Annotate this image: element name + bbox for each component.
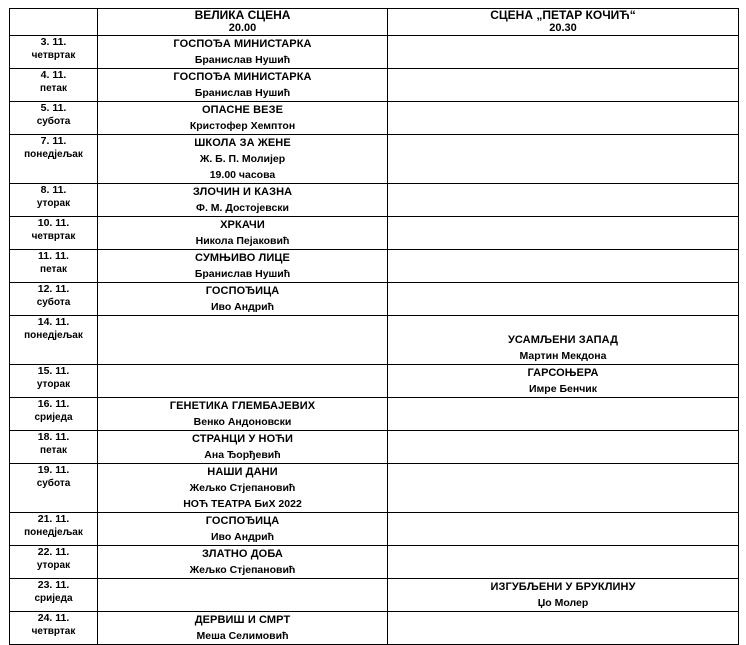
main-stage-cell <box>98 365 388 398</box>
play-title: ДЕРВИШ И СМРТ <box>194 614 291 626</box>
table-row <box>10 102 739 135</box>
schedule-body <box>10 36 739 645</box>
small-stage-cell <box>388 612 739 645</box>
play-title: УСАМЉЕНИ ЗАПАД <box>507 334 619 346</box>
play-author: Ана Ђорђевић <box>204 449 281 461</box>
date-cell <box>10 217 98 250</box>
date-number: 24. 11. <box>37 612 70 624</box>
weekday: петак <box>40 83 67 94</box>
main-stage-cell <box>98 612 388 645</box>
main-stage-cell <box>98 217 388 250</box>
small-stage-cell <box>388 513 739 546</box>
play-author: Иво Андрић <box>210 301 275 313</box>
play-title: СУМЊИВО ЛИЦЕ <box>195 252 290 264</box>
play-title: ХРКАЧИ <box>220 219 265 231</box>
date-cell <box>10 579 98 612</box>
play-title: СТРАНЦИ У НОЋИ <box>192 433 293 445</box>
date-cell <box>10 316 98 365</box>
date-cell <box>10 546 98 579</box>
date-cell <box>10 36 98 69</box>
main-stage-cell <box>98 431 388 464</box>
main-stage-cell <box>98 102 388 135</box>
weekday: сриједа <box>34 412 73 423</box>
play-author: Кристофер Хемптон <box>189 120 296 132</box>
small-stage-cell <box>388 546 739 579</box>
main-stage-cell <box>98 250 388 283</box>
date-number: 5. 11. <box>40 102 67 114</box>
play-title: ИЗГУБЉЕНИ У БРУКЛИНУ <box>490 581 636 593</box>
table-row <box>10 513 739 546</box>
date-cell <box>10 135 98 184</box>
date-number: 18. 11. <box>37 431 70 443</box>
header-date-cell <box>10 9 98 36</box>
small-stage-cell <box>388 431 739 464</box>
table-row <box>10 464 739 513</box>
weekday: субота <box>36 116 71 127</box>
date-cell <box>10 184 98 217</box>
table-row <box>10 612 739 645</box>
play-author: Венко Андоновски <box>193 416 292 428</box>
main-stage-cell <box>98 579 388 612</box>
weekday: субота <box>36 478 71 489</box>
date-number: 8. 11. <box>40 184 67 196</box>
play-note: 19.00 часова <box>209 169 276 181</box>
play-author: Ж. Б. П. Молијер <box>199 153 286 165</box>
weekday: уторак <box>36 560 71 571</box>
date-cell <box>10 431 98 464</box>
play-author: Меша Селимовић <box>196 630 289 642</box>
weekday: четвртак <box>31 50 76 61</box>
weekday: понедјељак <box>24 149 83 160</box>
date-number: 11. 11. <box>38 250 69 262</box>
date-cell <box>10 365 98 398</box>
weekday: четвртак <box>31 231 76 242</box>
schedule-table <box>9 8 739 645</box>
date-number: 15. 11. <box>37 365 70 377</box>
weekday: уторак <box>36 198 71 209</box>
weekday: петак <box>40 445 67 456</box>
play-author: Бранислав Нушић <box>194 268 291 280</box>
play-author: Жељко Стјепановић <box>189 482 296 494</box>
date-cell <box>10 250 98 283</box>
table-row <box>10 36 739 69</box>
small-stage-cell <box>388 36 739 69</box>
small-stage-cell <box>388 217 739 250</box>
main-stage-cell <box>98 283 388 316</box>
table-row <box>10 184 739 217</box>
small-stage-time: 20.30 <box>549 22 577 34</box>
date-number: 7. 11. <box>40 135 67 147</box>
small-stage-cell <box>388 464 739 513</box>
play-title: ЗЛАТНО ДОБА <box>202 548 283 560</box>
date-number: 12. 11. <box>37 283 70 295</box>
date-number: 19. 11. <box>37 464 70 476</box>
play-author: Ф. М. Достојевски <box>195 202 290 214</box>
date-number: 23. 11. <box>37 579 70 591</box>
play-title: ШКОЛА ЗА ЖЕНЕ <box>194 137 291 149</box>
table-row <box>10 69 739 102</box>
date-cell <box>10 398 98 431</box>
header-row <box>10 9 739 36</box>
play-note: НОЋ ТЕАТРА БиХ 2022 <box>183 498 302 510</box>
table-row <box>10 579 739 612</box>
small-stage-cell <box>388 102 739 135</box>
main-stage-cell <box>98 316 388 365</box>
table-row <box>10 250 739 283</box>
weekday: четвртак <box>31 626 76 637</box>
table-row <box>10 365 739 398</box>
play-author: Бранислав Нушић <box>194 87 291 99</box>
play-title: ГЕНЕТИКА ГЛЕМБАЈЕВИХ <box>169 400 316 412</box>
date-number: 22. 11. <box>37 546 70 558</box>
small-stage-cell <box>388 316 739 365</box>
small-stage-cell <box>388 135 739 184</box>
play-author: Мартин Мекдона <box>519 350 607 362</box>
table-row <box>10 398 739 431</box>
weekday: понедјељак <box>24 330 83 341</box>
play-author: Никола Пејаковић <box>195 235 290 247</box>
table-row <box>10 135 739 184</box>
play-title: НАШИ ДАНИ <box>207 466 278 478</box>
header-small-stage <box>388 9 739 36</box>
date-number: 3. 11. <box>40 36 67 48</box>
weekday: сриједа <box>34 593 73 604</box>
date-cell <box>10 283 98 316</box>
main-stage-cell <box>98 36 388 69</box>
play-author: Иво Андрић <box>210 531 275 543</box>
small-stage-cell <box>388 398 739 431</box>
small-stage-cell <box>388 69 739 102</box>
play-title: ОПАСНЕ ВЕЗЕ <box>201 104 284 116</box>
small-stage-cell <box>388 283 739 316</box>
date-number: 16. 11. <box>37 398 70 410</box>
small-stage-cell <box>388 250 739 283</box>
play-title: ГОСПОЂИЦА <box>205 285 280 297</box>
weekday: понедјељак <box>24 527 83 538</box>
blank-line <box>388 316 738 332</box>
date-cell <box>10 69 98 102</box>
main-stage-cell <box>98 546 388 579</box>
small-stage-cell <box>388 579 739 612</box>
date-number: 21. 11. <box>37 513 70 525</box>
date-cell <box>10 102 98 135</box>
small-stage-title: СЦЕНА „ПЕТАР КОЧИЋ“ <box>490 8 636 22</box>
weekday: уторак <box>36 379 71 390</box>
play-author: Бранислав Нушић <box>194 54 291 66</box>
main-stage-cell <box>98 184 388 217</box>
table-row <box>10 217 739 250</box>
small-stage-cell <box>388 184 739 217</box>
main-stage-title: ВЕЛИКА СЦЕНА <box>194 8 291 22</box>
table-row <box>10 316 739 365</box>
table-row <box>10 546 739 579</box>
play-author: Жељко Стјепановић <box>189 564 296 576</box>
date-number: 14. 11. <box>37 316 70 328</box>
play-title: ЗЛОЧИН И КАЗНА <box>192 186 293 198</box>
main-stage-time: 20.00 <box>228 22 257 34</box>
date-cell <box>10 513 98 546</box>
date-number: 10. 11. <box>37 217 70 229</box>
main-stage-cell <box>98 69 388 102</box>
small-stage-cell <box>388 365 739 398</box>
main-stage-cell <box>98 398 388 431</box>
weekday: петак <box>40 264 67 275</box>
play-title: ГОСПОЂА МИНИСТАРКА <box>173 71 312 83</box>
play-author: Имре Бенчик <box>528 383 598 395</box>
date-cell <box>10 612 98 645</box>
play-author: Џо Молер <box>537 597 589 609</box>
play-title: ГОСПОЂА МИНИСТАРКА <box>173 38 312 50</box>
table-row <box>10 431 739 464</box>
date-cell <box>10 464 98 513</box>
table-row <box>10 283 739 316</box>
header-main-stage <box>98 9 388 36</box>
main-stage-cell <box>98 513 388 546</box>
main-stage-cell <box>98 135 388 184</box>
play-title: ГАРСОЊЕРА <box>527 367 599 379</box>
date-number: 4. 11. <box>40 69 67 81</box>
weekday: субота <box>36 297 71 308</box>
main-stage-cell <box>98 464 388 513</box>
play-title: ГОСПОЂИЦА <box>205 515 280 527</box>
